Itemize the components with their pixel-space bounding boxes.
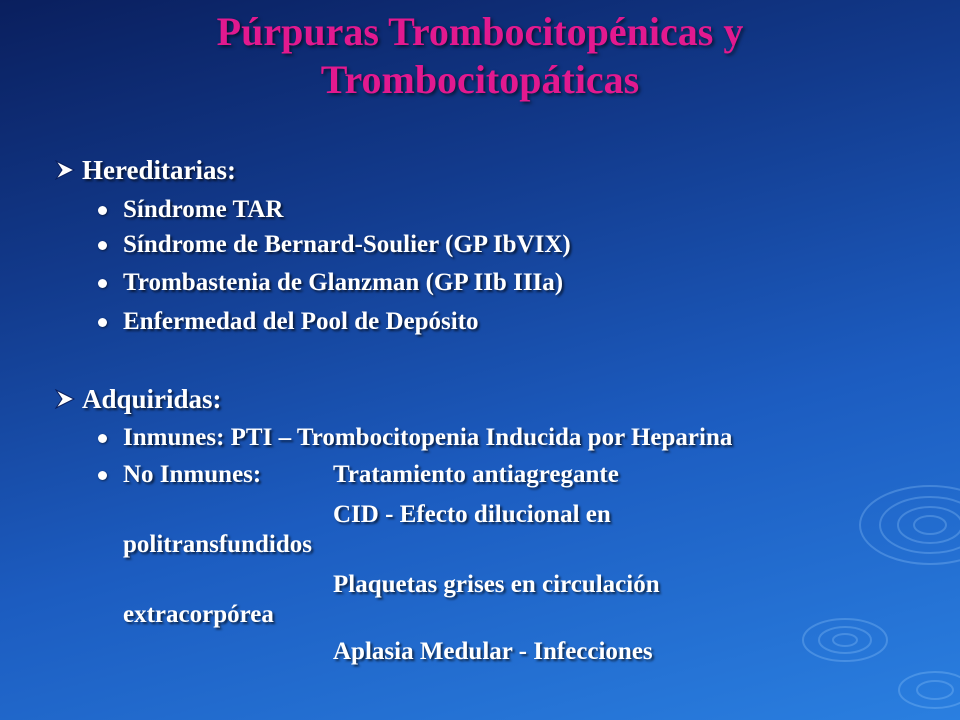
list-item: Inmunes: PTI – Trombocitopenia Inducida por Heparina [123, 424, 733, 451]
dot-bullet-icon [98, 279, 107, 288]
list-item: Síndrome TAR [123, 196, 284, 223]
no-inmunes-line: politransfundidos [123, 531, 312, 558]
arrowhead-icon [54, 389, 76, 409]
slide-title [0, 8, 960, 104]
dot-bullet-icon [98, 471, 107, 480]
list-item: Síndrome de Bernard-Soulier (GP IbVIX) [123, 231, 571, 258]
arrowhead-icon [54, 160, 76, 180]
dot-bullet-icon [98, 241, 107, 250]
no-inmunes-label: No Inmunes: [123, 461, 262, 488]
title-line-2: Trombocitopáticas [320, 57, 640, 102]
dot-bullet-icon [98, 434, 107, 443]
section-header-adquiridas: Adquiridas: [82, 384, 222, 414]
dot-bullet-icon [98, 206, 107, 215]
section-header-hereditarias: Hereditarias: [82, 155, 236, 185]
list-item: Trombastenia de Glanzman (GP IIb IIIa) [123, 269, 564, 296]
list-item: Enfermedad del Pool de Depósito [123, 308, 479, 335]
no-inmunes-line: Tratamiento antiagregante [333, 461, 619, 488]
no-inmunes-line: Aplasia Medular - Infecciones [333, 638, 653, 665]
no-inmunes-line: extracorpórea [123, 601, 274, 628]
no-inmunes-line: Plaquetas grises en circulación [333, 571, 660, 598]
no-inmunes-line: CID - Efecto dilucional en [333, 501, 611, 528]
dot-bullet-icon [98, 318, 107, 327]
title-line-1: Púrpuras Trombocitopénicas y [216, 9, 744, 54]
